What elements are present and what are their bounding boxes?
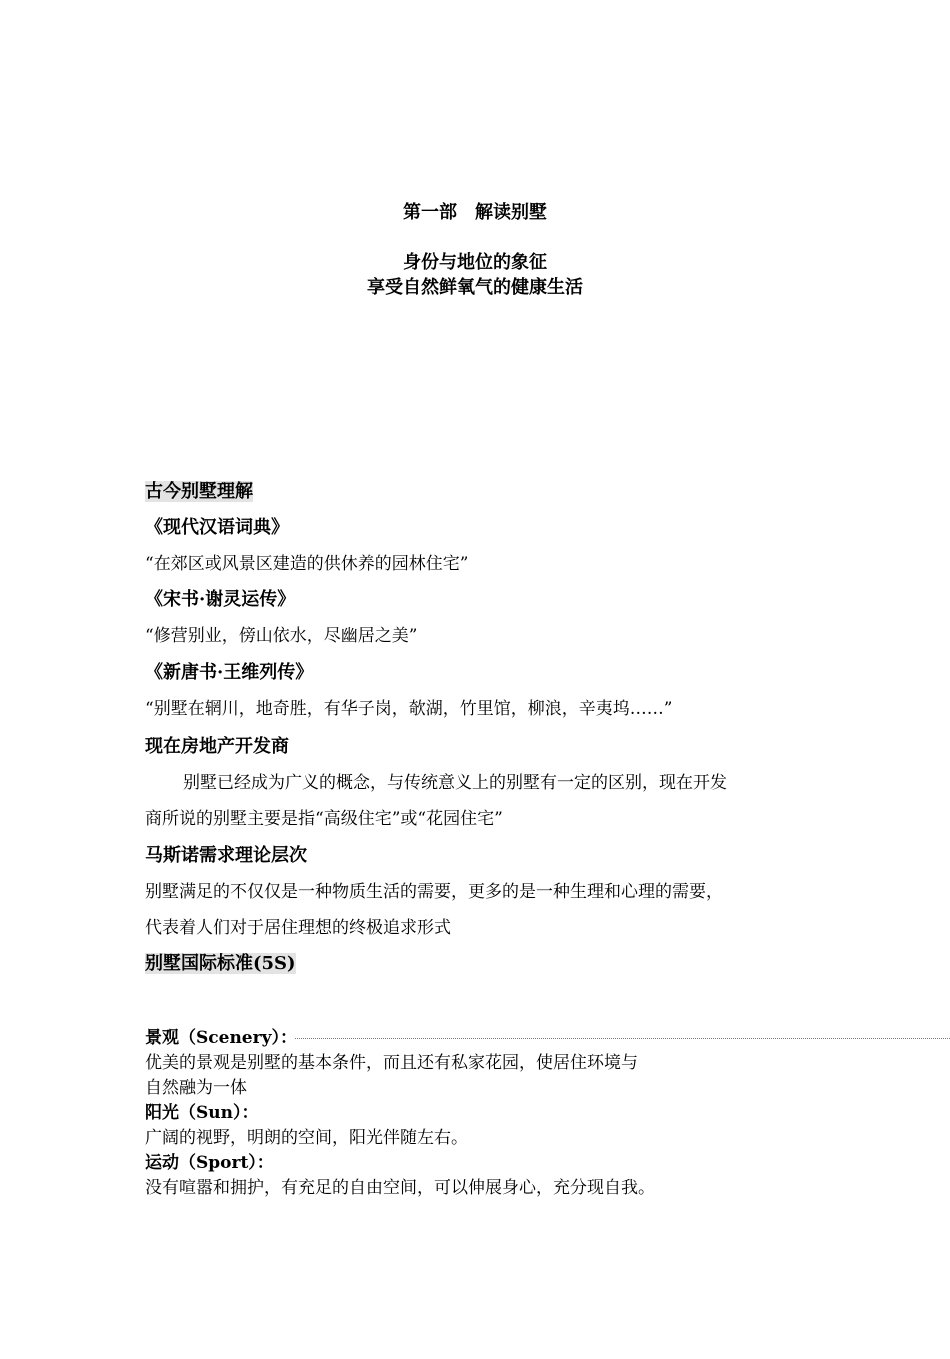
tangshu-quote: “别墅在辋川，地奇胜，有华子岗，欹湖，竹里馆，柳浪，辛夷坞……” xyxy=(145,699,673,719)
section-heading-maslow: 马斯诺需求理论层次 xyxy=(145,845,307,866)
section-heading-ancient-modern: 古今别墅理解 xyxy=(145,481,253,502)
sport-title: 运动（Sport）： xyxy=(145,1153,274,1173)
maslow-paragraph-line-1: 别墅满足的不仅仅是一种物质生活的需要，更多的是一种生理和心理的需要， xyxy=(145,882,723,902)
sport-line: 没有喧嚣和拥护，有充足的自由空间，可以伸展身心，充分现自我。 xyxy=(145,1178,655,1198)
maslow-paragraph-line-2: 代表着人们对于居住理想的终极追求形式 xyxy=(145,918,451,938)
subtitle-identity: 身份与地位的象征 xyxy=(403,252,547,273)
scenery-line-1: 优美的景观是别墅的基本条件，而且还有私家花园，使居住环境与 xyxy=(145,1053,638,1073)
section-heading-5s-standard: 别墅国际标准(5S) xyxy=(145,953,296,974)
section-heading-developer: 现在房地产开发商 xyxy=(145,736,289,757)
developer-paragraph-line-1: 别墅已经成为广义的概念，与传统意义上的别墅有一定的区别，现在开发 xyxy=(183,773,727,793)
subtitle-healthy-life: 享受自然鲜氧气的健康生活 xyxy=(367,277,583,298)
sun-line: 广阔的视野，明朗的空间，阳光伴随左右。 xyxy=(145,1128,468,1148)
scenery-title: 景观（Scenery）： xyxy=(145,1028,297,1048)
dictionary-title: 《现代汉语词典》 xyxy=(145,517,289,538)
sun-title: 阳光（Sun）： xyxy=(145,1103,259,1123)
part-title: 第一部 解读别墅 xyxy=(403,202,547,223)
developer-paragraph-line-2: 商所说的别墅主要是指“高级住宅”或“花园住宅” xyxy=(145,809,503,829)
songshu-quote: “修营别业，傍山依水，尽幽居之美” xyxy=(145,626,418,646)
dictionary-quote: “在郊区或风景区建造的供休养的园林住宅” xyxy=(145,554,469,574)
scenery-line-2: 自然融为一体 xyxy=(145,1078,247,1098)
songshu-title: 《宋书·谢灵运传》 xyxy=(145,589,296,610)
tangshu-title: 《新唐书·王维列传》 xyxy=(145,662,314,683)
